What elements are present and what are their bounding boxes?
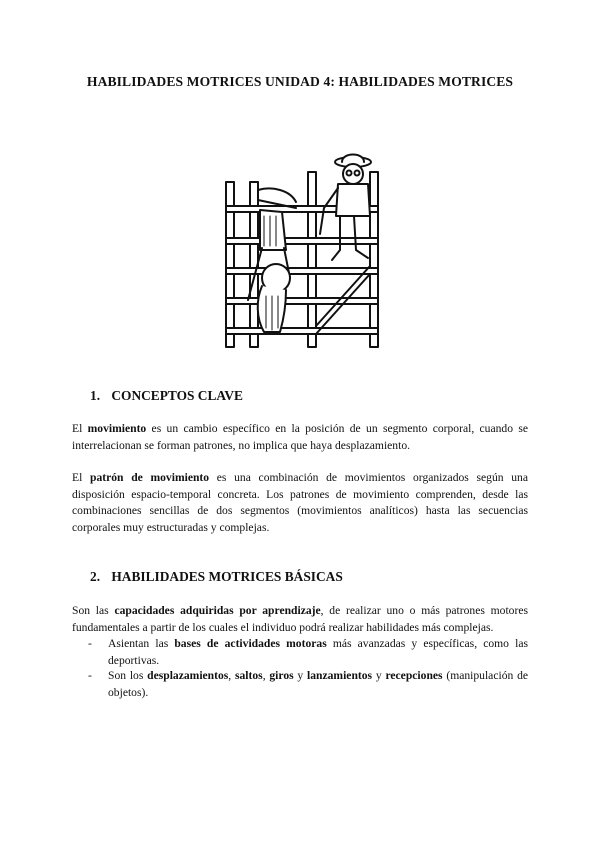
children-climbing-frame-icon — [220, 150, 395, 350]
section-number: 2. — [90, 569, 101, 584]
section-heading-habilidades — [90, 569, 343, 585]
page-title: HABILIDADES MOTRICES UNIDAD 4: HABILIDADES MOTRICES — [86, 74, 514, 89]
section-title: HABILIDADES MOTRICES BÁSICAS — [111, 569, 343, 584]
section-number: 1. — [90, 388, 101, 403]
paragraph-patron: El patrón de movimiento es una combinación de movimientos organizados según una disposición espacio-temporal concreta. Los patrones de movimiento comprenden, desde las combinaciones sencillas de dos segmentos (movimientos analíticos) hasta las secuencias corporales muy estructuradas y complejas. — [72, 471, 528, 534]
paragraph-intro: Son las capacidades adquiridas por aprendizaje, de realizar uno o más patrones motores fundamentales a partir de los cuales el individuo podrá realizar habilidades más complejas. — [72, 604, 528, 634]
list-item: - Son los desplazamientos, saltos, giros y lanzamientos y recepciones (manipulación de objetos). — [88, 669, 529, 699]
paragraph-movimiento: El movimiento es un cambio específico en la posición de un segmento corporal, cuando se interrelacionan se forman patrones, no implica que haya desplazamiento. — [72, 422, 528, 452]
list-item: - Asientan las bases de actividades motoras más avanzadas y específicas, como las deportivas. — [88, 637, 528, 667]
section-title: CONCEPTOS CLAVE — [111, 388, 243, 403]
section-heading-conceptos — [90, 388, 243, 404]
